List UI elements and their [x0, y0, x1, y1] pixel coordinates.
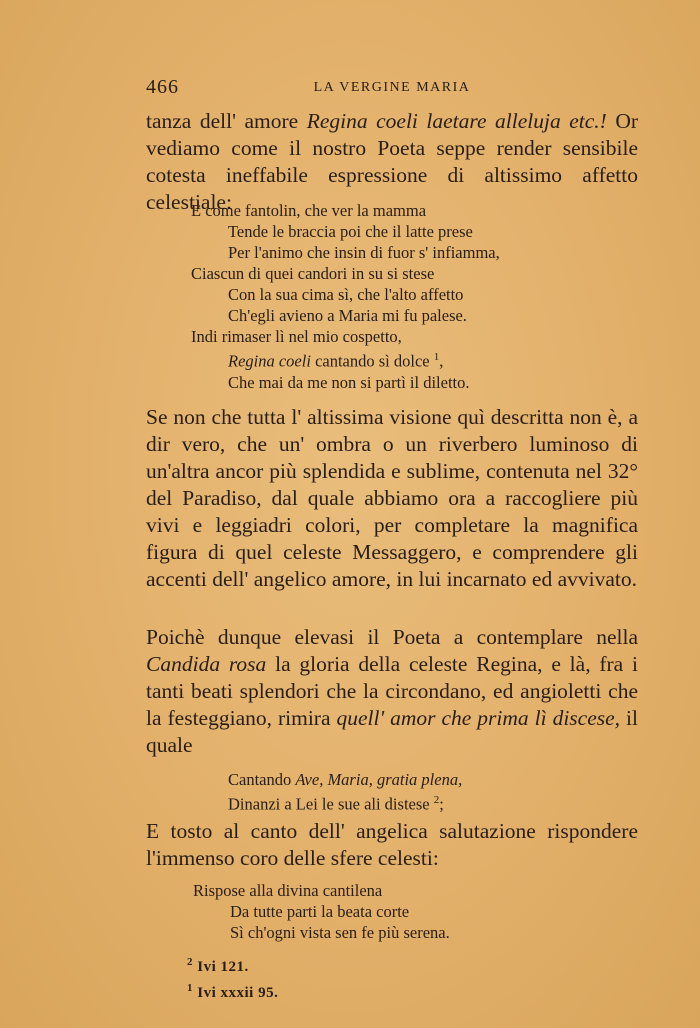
- footnote: [187, 952, 278, 978]
- verse-text: cantando sì dolce: [310, 351, 434, 371]
- footnote-mark: 1: [187, 982, 193, 994]
- verse-text: Dinanzi a Lei le sue ali distese: [228, 794, 434, 814]
- verse-line: Tende le braccia poi che il latte prese: [228, 222, 473, 241]
- paragraph-3: [146, 624, 638, 759]
- verse-line: Con la sua cima sì, che l'alto affetto: [228, 285, 464, 304]
- paragraph-text: la gloria della celeste Regina, e là, fra i tanti beati splendori che la circondano, ed angioletti che la festeggiano, rimira: [146, 652, 639, 730]
- verse-line: [191, 347, 500, 372]
- verse-line: Sì ch'ogni vista sen fe più serena.: [230, 923, 450, 942]
- verse-line: Per l'animo che insin di fuor s' infiamma,: [228, 243, 500, 262]
- footnotes: [187, 952, 278, 1004]
- verse-line: Che mai da me non si partì il diletto.: [228, 372, 470, 392]
- verse-block-1: [191, 200, 500, 393]
- italic-phrase: quell' amor che prima lì discese,: [336, 706, 621, 730]
- verse-text: ;: [439, 794, 444, 814]
- footnote-text: Ivi 121.: [193, 959, 249, 975]
- verse-line: [228, 790, 462, 815]
- footnote-ref: 1: [433, 351, 440, 363]
- verse-line: [228, 769, 462, 790]
- verse-text: Cantando: [228, 770, 296, 789]
- page-number: 466: [146, 76, 179, 98]
- italic-phrase: Regina coeli: [228, 351, 311, 371]
- paragraph-2: Se non che tutta l' altissima visione quì descritta non è, a dir vero, che un' ombra o un riverbero luminoso di un'altra ancor più splendida e sublime, contenuta nel 32° del Paradiso, dal quale abbiamo ora a raccogliere più vivi e leggiadri colori, per completare la magnifica figura di quel celeste Messaggero, e comprendere gli accenti dell' angelico amore, in lui incarnato ed avvivato.: [146, 405, 638, 591]
- footnote: [187, 978, 278, 1004]
- verse-line: Ch'egli avieno a Maria mi fu palese.: [228, 306, 467, 325]
- page-header: [146, 76, 638, 102]
- paragraph-text: tanza dell' amore: [146, 109, 307, 133]
- paragraph-text: il quale: [146, 706, 639, 757]
- paragraph-text: Or vediamo come il nostro Poeta seppe render sensibile cotesta ineffabile espressione di altissimo affetto celestiale:: [146, 109, 639, 214]
- verse-line: Rispose alla divina cantilena: [193, 881, 383, 900]
- verse-block-2: [228, 769, 462, 815]
- footnote-mark: 2: [187, 956, 193, 968]
- verse-line: Indi rimaser lì nel mio cospetto,: [191, 327, 402, 346]
- italic-phrase: Candida rosa: [146, 652, 267, 676]
- italic-quote: Regina coeli laetare alleluja etc.!: [306, 109, 607, 133]
- italic-phrase: Ave, Maria, gratia plena,: [295, 770, 463, 789]
- verse-text: ,: [439, 351, 444, 371]
- paragraph-4: E tosto al canto dell' angelica salutazione rispondere l'immenso coro delle sfere celesti:: [146, 819, 638, 870]
- running-title: LA VERGINE MARIA: [313, 80, 471, 95]
- paragraph-text: Poichè dunque elevasi il Poeta a contemplare nella: [146, 625, 638, 649]
- footnote-text: Ivi xxxii 95.: [193, 985, 279, 1001]
- verse-line: Ciascun di quei candori in su si stese: [191, 264, 435, 283]
- verse-block-3: [193, 880, 450, 943]
- verse-line: Da tutte parti la beata corte: [230, 902, 410, 921]
- verse-line: E come fantolin, che ver la mamma: [191, 201, 427, 220]
- footnote-ref: 2: [433, 794, 440, 806]
